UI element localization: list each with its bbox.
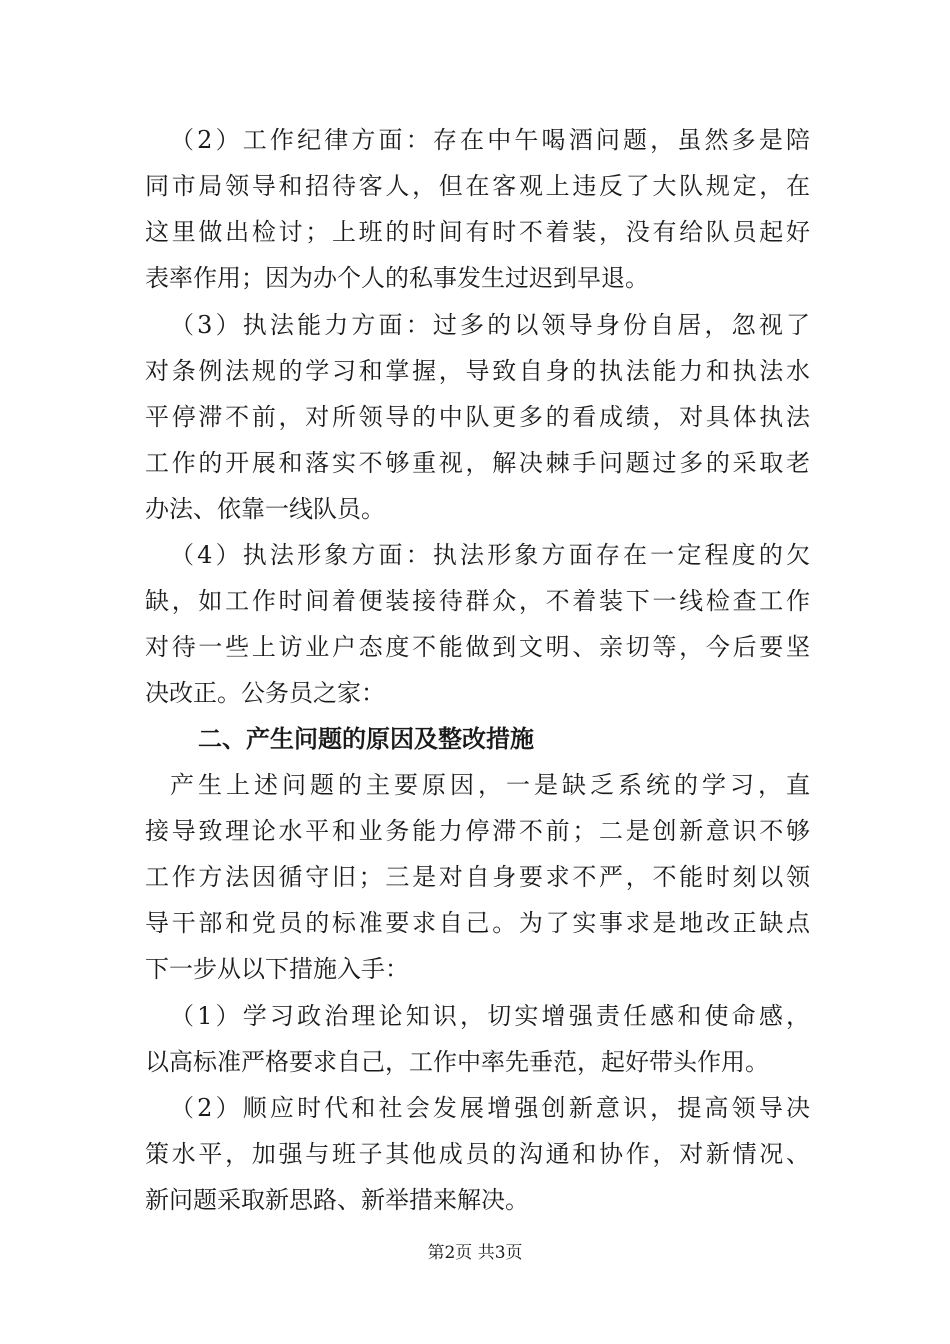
section-paragraph-2-line-2: 以高标准严格要求自己，工作中率先垂范，起好带头作用。	[145, 1048, 769, 1076]
paragraph-1-line-3: 这里做出检讨；上班的时间有时不着装，没有给队员起好	[145, 218, 810, 246]
paragraph-3-line-1: （4）执法形象方面：执法形象方面存在一定程度的欠	[170, 541, 810, 569]
page-number-footer: 第2页 共3页	[427, 1243, 523, 1263]
paragraph-2-line-5: 办法、依靠一线队员。	[145, 495, 385, 523]
section-heading: 二、产生问题的原因及整改措施	[198, 725, 534, 753]
section-paragraph-1-line-4: 导干部和党员的标准要求自己。为了实事求是地改正缺点	[145, 909, 810, 937]
section-paragraph-3-line-3: 新问题采取新思路、新举措来解决。	[145, 1186, 529, 1214]
section-paragraph-3-line-1: （2）顺应时代和社会发展增强创新意识，提高领导决	[170, 1094, 810, 1122]
paragraph-2-line-2: 对条例法规的学习和掌握，导致自身的执法能力和执法水	[145, 357, 810, 385]
paragraph-2-line-4: 工作的开展和落实不够重视，解决棘手问题过多的采取老	[145, 449, 810, 477]
section-paragraph-2-line-1: （1）学习政治理论知识，切实增强责任感和使命感，	[170, 1002, 810, 1030]
paragraph-2-line-1: （3）执法能力方面：过多的以领导身份自居，忽视了	[170, 311, 810, 339]
section-paragraph-1-line-1: 产生上述问题的主要原因，一是缺乏系统的学习，直	[170, 771, 810, 799]
paragraph-2-line-3: 平停滞不前，对所领导的中队更多的看成绩，对具体执法	[145, 403, 810, 431]
paragraph-1-line-4: 表率作用；因为办个人的私事发生过迟到早退。	[145, 264, 649, 292]
section-paragraph-1-line-5: 下一步从以下措施入手：	[145, 955, 409, 983]
paragraph-1-line-2: 同市局领导和招待客人，但在客观上违反了大队规定，在	[145, 172, 810, 200]
section-paragraph-1-line-2: 接导致理论水平和业务能力停滞不前；二是创新意识不够	[145, 817, 810, 845]
paragraph-3-line-2: 缺，如工作时间着便装接待群众，不着装下一线检查工作	[145, 587, 810, 615]
paragraph-1-line-1: （2）工作纪律方面：存在中午喝酒问题，虽然多是陪	[170, 126, 810, 154]
section-paragraph-1-line-3: 工作方法因循守旧；三是对自身要求不严，不能时刻以领	[145, 863, 810, 891]
paragraph-3-line-4: 决改正。公务员之家：	[145, 679, 385, 707]
section-paragraph-3-line-2: 策水平，加强与班子其他成员的沟通和协作，对新情况、	[145, 1140, 810, 1168]
paragraph-3-line-3: 对待一些上访业户态度不能做到文明、亲切等，今后要坚	[145, 633, 810, 661]
